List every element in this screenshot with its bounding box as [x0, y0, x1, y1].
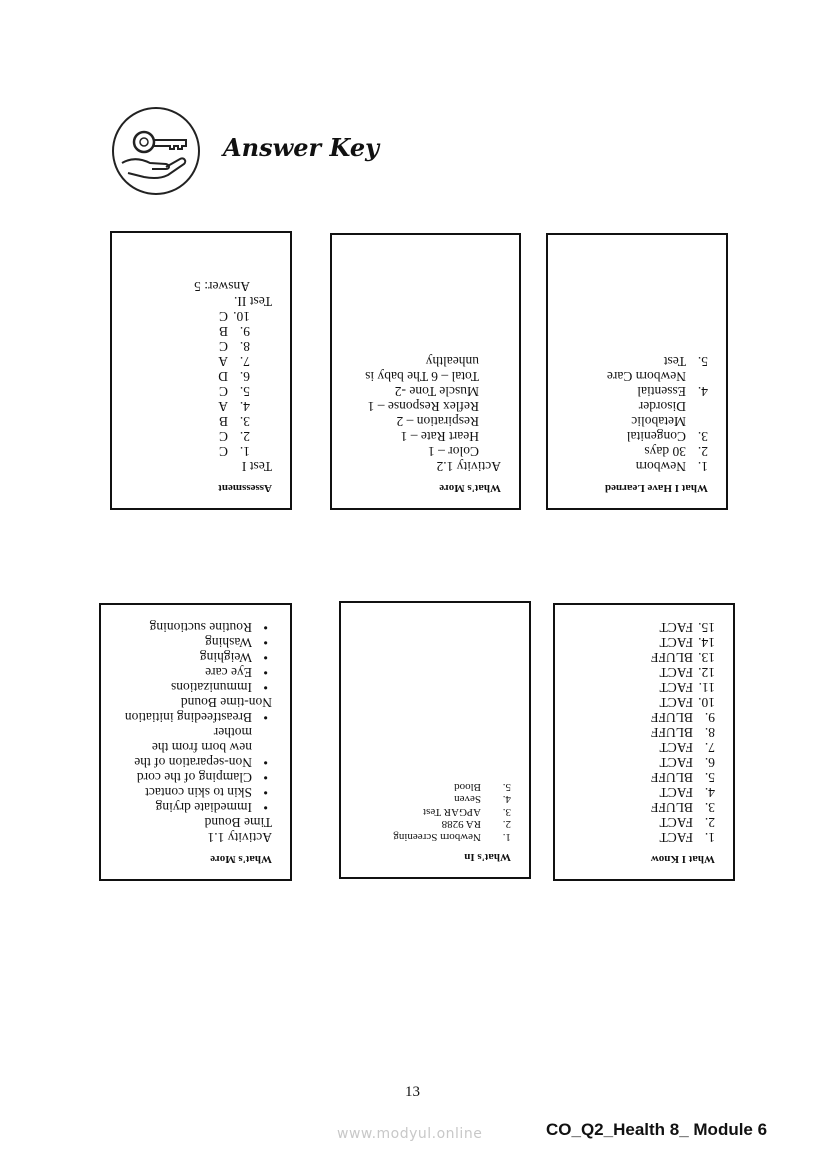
item-answer: APGAR Test: [422, 806, 481, 818]
item-number: 1.: [502, 831, 511, 843]
item-number: 1.: [704, 830, 715, 845]
list-item: [569, 770, 715, 785]
item-answer: B: [218, 414, 228, 429]
item-number: 4.: [502, 793, 511, 806]
item-number: 2.: [704, 815, 715, 830]
item-number: 12.: [698, 665, 715, 680]
answer-list: [569, 620, 715, 845]
item-number: 10.: [233, 309, 250, 324]
item-answer: C: [218, 444, 228, 459]
page-number: 13: [405, 1084, 420, 1100]
item-number: 2.: [239, 429, 250, 444]
item-answer: FACT: [659, 680, 693, 695]
activity-line: Activity 1.2: [436, 459, 501, 474]
item-answer: FACT: [659, 695, 693, 710]
item-number: 7.: [704, 740, 715, 755]
bullet-item: mother: [213, 725, 252, 740]
item-answer: C: [218, 309, 228, 324]
bullet-item: • Washing: [115, 635, 258, 650]
bullet-item: new born from the: [151, 740, 252, 755]
item-number: 6.: [704, 755, 715, 770]
whats-more-box-2: [99, 603, 292, 881]
bullet-item: • Routine suctioning: [115, 620, 258, 635]
item-answer: Disorder: [638, 399, 686, 414]
list-item: [569, 680, 715, 695]
list-item: [569, 815, 715, 830]
list-item: [126, 369, 250, 384]
item-answer: FACT: [659, 665, 693, 680]
what-i-know-box: [553, 603, 735, 881]
list-item: [562, 369, 708, 384]
item-answer: BLUFF: [650, 725, 693, 740]
item-answer: Newborn: [635, 459, 686, 474]
item-answer: FACT: [659, 755, 693, 770]
item-answer: 30 days: [644, 444, 686, 459]
activity-line: Color – 1: [427, 444, 479, 459]
bullet-item: • Skin to skin contact: [115, 785, 258, 800]
bullet-item: • Clamping of the cord: [115, 770, 258, 785]
whats-more-box: [330, 233, 521, 510]
list-item: [562, 384, 708, 399]
module-footer: CO_Q2_Health 8_ Module 6: [546, 1120, 768, 1139]
item-number: 10.: [698, 695, 715, 710]
box-title: What's More: [210, 853, 272, 865]
list-item: [126, 354, 250, 369]
what-i-have-learned-box: [546, 233, 728, 510]
list-item: [569, 740, 715, 755]
item-answer: Blood: [454, 781, 481, 793]
item-number: 2.: [697, 444, 708, 459]
list-item: [126, 324, 250, 339]
box-title: What's More: [439, 482, 501, 494]
list-item: [562, 429, 708, 444]
item-number: 3.: [697, 429, 708, 444]
item-answer: C: [218, 429, 228, 444]
time-bound-list: [115, 710, 272, 815]
item-answer: RA 9288: [441, 818, 481, 831]
list-item: [126, 384, 250, 399]
item-answer: Congenital: [626, 429, 686, 444]
bullet-item: • Eye care: [115, 665, 258, 680]
item-answer: Essential: [637, 384, 686, 399]
item-number: 5.: [704, 770, 715, 785]
item-number: 2.: [502, 818, 511, 831]
item-answer: A: [218, 354, 228, 369]
item-answer: BLUFF: [650, 650, 693, 665]
bullet-item: • Breastfeeding initiation: [115, 710, 258, 725]
list-item: [569, 830, 715, 845]
list-item: [562, 414, 708, 429]
activity-line: Reflex Response – 1: [367, 399, 479, 414]
item-answer: FACT: [659, 620, 693, 635]
item-number: 8.: [239, 339, 250, 354]
item-number: 4.: [239, 399, 250, 414]
bullet-item: • Weighing: [115, 650, 258, 665]
test-label: Test II.: [233, 294, 272, 309]
list-item: [569, 785, 715, 800]
item-answer: D: [218, 369, 228, 384]
bullet-item: • Immunizations: [115, 680, 258, 695]
activity-line: Total – 6 The baby is: [365, 369, 479, 384]
list-item: [562, 354, 708, 369]
answer-list: [126, 309, 272, 459]
time-bound-label: Time Bound: [204, 815, 272, 830]
item-number: 1.: [239, 444, 250, 459]
item-answer: Metabolic: [631, 414, 686, 429]
answer-text: Answer: 5: [194, 279, 250, 294]
test-label: Test I: [241, 459, 272, 474]
item-answer: FACT: [659, 830, 693, 845]
bullet-item: • Non-separation of the: [115, 755, 258, 770]
item-number: 15.: [698, 620, 715, 635]
non-time-bound-label: Non-time Bound: [180, 695, 272, 710]
answer-list: [562, 354, 708, 474]
list-item: [569, 620, 715, 635]
answer-list: [355, 781, 511, 844]
item-number: 3.: [239, 414, 250, 429]
item-number: 7.: [239, 354, 250, 369]
list-item: [569, 755, 715, 770]
item-number: 4.: [704, 785, 715, 800]
list-item: [355, 793, 511, 806]
box-title: What I Have Learned: [605, 482, 708, 494]
box-title: Assessment: [218, 482, 272, 494]
item-number: 6.: [239, 369, 250, 384]
list-item: [126, 339, 250, 354]
item-answer: BLUFF: [650, 800, 693, 815]
page-title: Answer Key: [223, 133, 380, 162]
item-number: 3.: [704, 800, 715, 815]
item-answer: FACT: [659, 635, 693, 650]
item-answer: Seven: [454, 793, 481, 806]
item-answer: FACT: [659, 785, 693, 800]
item-number: 5.: [697, 354, 708, 369]
item-number: 9.: [704, 710, 715, 725]
item-answer: Test: [663, 354, 686, 369]
item-answer: BLUFF: [650, 770, 693, 785]
item-number: 13.: [698, 650, 715, 665]
item-number: 8.: [704, 725, 715, 740]
watermark: www.modyul.online: [337, 1126, 483, 1142]
list-item: [126, 429, 250, 444]
item-number: 5.: [502, 781, 511, 793]
item-answer: Newborn Care: [606, 369, 686, 384]
item-number: 9.: [239, 324, 250, 339]
item-answer: FACT: [659, 740, 693, 755]
non-time-bound-list: [115, 620, 272, 695]
item-number: 3.: [502, 806, 511, 818]
list-item: [355, 806, 511, 819]
list-item: [569, 665, 715, 680]
item-number: 14.: [698, 635, 715, 650]
box-title: What's In: [464, 851, 511, 863]
item-number: 11.: [698, 680, 715, 695]
list-item: [562, 444, 708, 459]
item-answer: A: [218, 399, 228, 414]
item-number: 4.: [697, 384, 708, 399]
list-item: [569, 650, 715, 665]
list-item: [569, 635, 715, 650]
assessment-box: [110, 231, 292, 510]
list-item: [562, 459, 708, 474]
box-title: What I Know: [650, 853, 715, 865]
list-item: [126, 414, 250, 429]
item-answer: C: [218, 339, 228, 354]
item-answer: FACT: [659, 815, 693, 830]
list-item: [569, 725, 715, 740]
list-item: [126, 309, 250, 324]
list-item: [355, 831, 511, 844]
list-item: [569, 800, 715, 815]
list-item: [355, 818, 511, 831]
key-in-hand-icon: [112, 107, 200, 195]
list-item: [126, 444, 250, 459]
list-item: [126, 399, 250, 414]
item-answer: BLUFF: [650, 710, 693, 725]
item-answer: C: [218, 384, 228, 399]
activity-line: Muscle Tone -2: [394, 384, 479, 399]
list-item: [569, 710, 715, 725]
activity-line: Respiration – 2: [396, 414, 479, 429]
item-number: 1.: [697, 459, 708, 474]
activity-line: Heart Rate – 1: [400, 429, 479, 444]
bullet-item: • Immediate drying: [115, 800, 258, 815]
item-answer: B: [218, 324, 228, 339]
activity-label: Activity 1.1: [207, 830, 272, 845]
activity-lines: [346, 354, 501, 474]
whats-in-box: [339, 601, 531, 879]
list-item: [355, 781, 511, 794]
list-item: [569, 695, 715, 710]
activity-line: unhealthy: [425, 354, 479, 369]
item-number: 5.: [239, 384, 250, 399]
item-answer: Newborn Screening: [393, 831, 481, 843]
list-item: [562, 399, 708, 414]
